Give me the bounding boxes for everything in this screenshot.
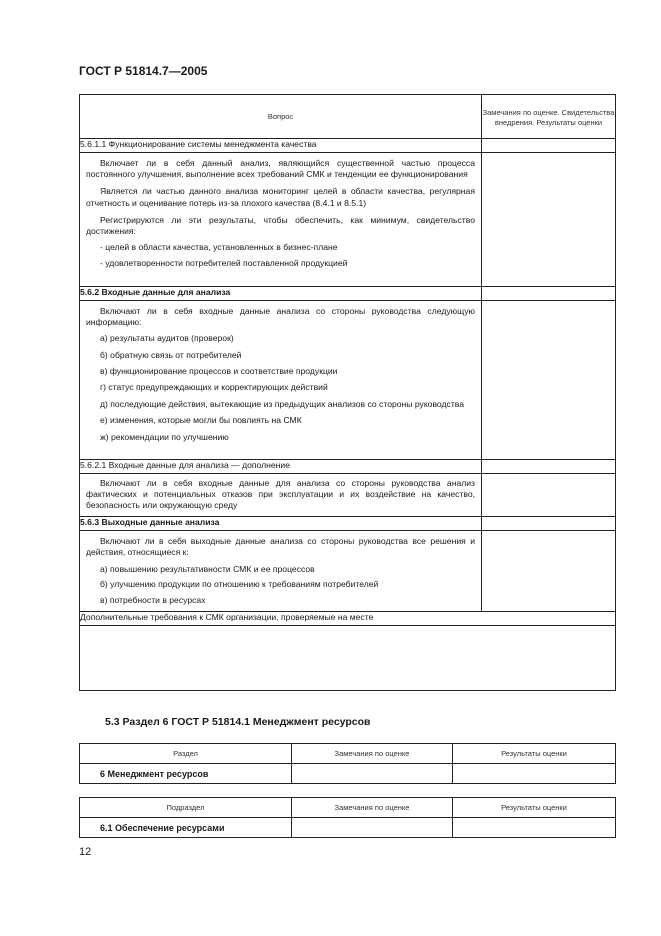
section-table (79, 743, 616, 784)
list-item: б) обратную связь от потребителей (100, 349, 242, 360)
remarks-cell (292, 764, 453, 784)
section-body-row (80, 301, 616, 460)
remarks-cell (482, 287, 616, 301)
section-title: 5.6.2.1 Входные данные для анализа — дополнение (80, 460, 482, 474)
blank-cell (80, 625, 616, 690)
question-text: Включают ли в себя входные данные для анализа со стороны руководства анализ фактических и потенциальных отказов при эксплуатации и их воздействие на качество, безопасность или окружающую среду (86, 478, 475, 511)
table-header-row (80, 95, 616, 139)
column-header-subsection: Подраздел (80, 798, 292, 818)
remarks-cell (482, 474, 616, 517)
additional-requirements-title: Дополнительные требования к СМК организации, проверяемые на месте (80, 611, 616, 625)
question-text: Является ли частью данного анализа мониторинг целей в области качества, регулярная отчетность и оценивание потерь из-за плохого качества (8.4.1 и 8.5.1) (86, 186, 475, 208)
column-header-question: Вопрос (80, 95, 482, 139)
section-title-row (80, 139, 616, 153)
section-title-row (80, 460, 616, 474)
blank-row (80, 625, 616, 690)
page-number: 12 (79, 846, 92, 858)
section-body (80, 474, 482, 517)
subsection-name-cell: 6.1 Обеспечение ресурсами (80, 818, 292, 838)
list-item: ж) рекомендации по улучшению (100, 431, 229, 442)
section-title-row (80, 611, 616, 625)
remarks-cell (482, 301, 616, 460)
section-title: 5.6.3 Выходные данные анализа (80, 516, 482, 530)
remarks-cell (482, 530, 616, 611)
table-row (80, 818, 616, 838)
column-header-remarks: Замечания по оценке (292, 744, 453, 764)
list-item: - целей в области качества, установленных в бизнес-плане (100, 242, 338, 253)
table-header-row (80, 744, 616, 764)
column-header-remarks: Замечания по оценке. Свидетельства внедрения. Результаты оценки (482, 95, 616, 139)
remarks-cell (292, 818, 453, 838)
list-item: г) статус предупреждающих и корректирующих действий (100, 382, 328, 393)
list-item: а) результаты аудитов (проверок) (100, 333, 234, 344)
list-item: а) повышению результативности СМК и ее процессов (100, 564, 315, 575)
question-text: Включает ли в себя данный анализ, являющийся существенной частью процесса постоянного улучшения, выполнение всех требований СМК и тенденции ее функционирования (86, 158, 475, 180)
column-header-remarks: Замечания по оценке (292, 798, 453, 818)
remarks-cell (482, 516, 616, 530)
section-name-cell: 6 Менеджмент ресурсов (80, 764, 292, 784)
list-item: - удовлетворенности потребителей поставленной продукцией (100, 258, 348, 269)
column-header-results: Результаты оценки (453, 744, 616, 764)
section-title: 5.6.1.1 Функционирование системы менеджмента качества (80, 139, 482, 153)
question-text: Регистрируются ли эти результаты, чтобы обеспечить, как минимум, свидетельство достижения: (86, 214, 475, 237)
question-text: Включают ли в себя выходные данные анализа со стороны руководства все решения и действия, относящиеся к: (86, 535, 475, 557)
section-heading: 5.3 Раздел 6 ГОСТ Р 51814.1 Менеджмент ресурсов (105, 716, 371, 728)
section-body-row (80, 530, 616, 611)
results-cell (453, 764, 616, 784)
audit-question-table (79, 94, 616, 691)
table-header-row (80, 798, 616, 818)
column-header-results: Результаты оценки (453, 798, 616, 818)
remarks-cell (482, 153, 616, 287)
table-row (80, 764, 616, 784)
section-body-row (80, 474, 616, 517)
section-title-row (80, 516, 616, 530)
list-item: в) функционирование процессов и соответствие продукции (100, 365, 338, 376)
results-cell (453, 818, 616, 838)
subsection-table (79, 797, 616, 838)
list-item: б) улучшению продукции по отношению к требованиям потребителей (100, 579, 379, 590)
section-body (80, 301, 482, 460)
list-item: е) изменения, которые могли бы повлиять на СМК (100, 415, 302, 426)
document-header: ГОСТ Р 51814.7—2005 (79, 64, 208, 78)
section-title: 5.6.2 Входные данные для анализа (80, 287, 482, 301)
section-body (80, 530, 482, 611)
remarks-cell (482, 139, 616, 153)
list-item: д) последующие действия, вытекающие из предыдущих анализов со стороны руководства (100, 399, 465, 410)
question-text: Включают ли в себя входные данные анализа со стороны руководства следующую информацию: (86, 306, 475, 328)
section-body-row (80, 153, 616, 287)
list-item: в) потребности в ресурсах (100, 595, 206, 606)
section-title-row (80, 287, 616, 301)
section-body (80, 153, 482, 287)
remarks-cell (482, 460, 616, 474)
column-header-section: Раздел (80, 744, 292, 764)
